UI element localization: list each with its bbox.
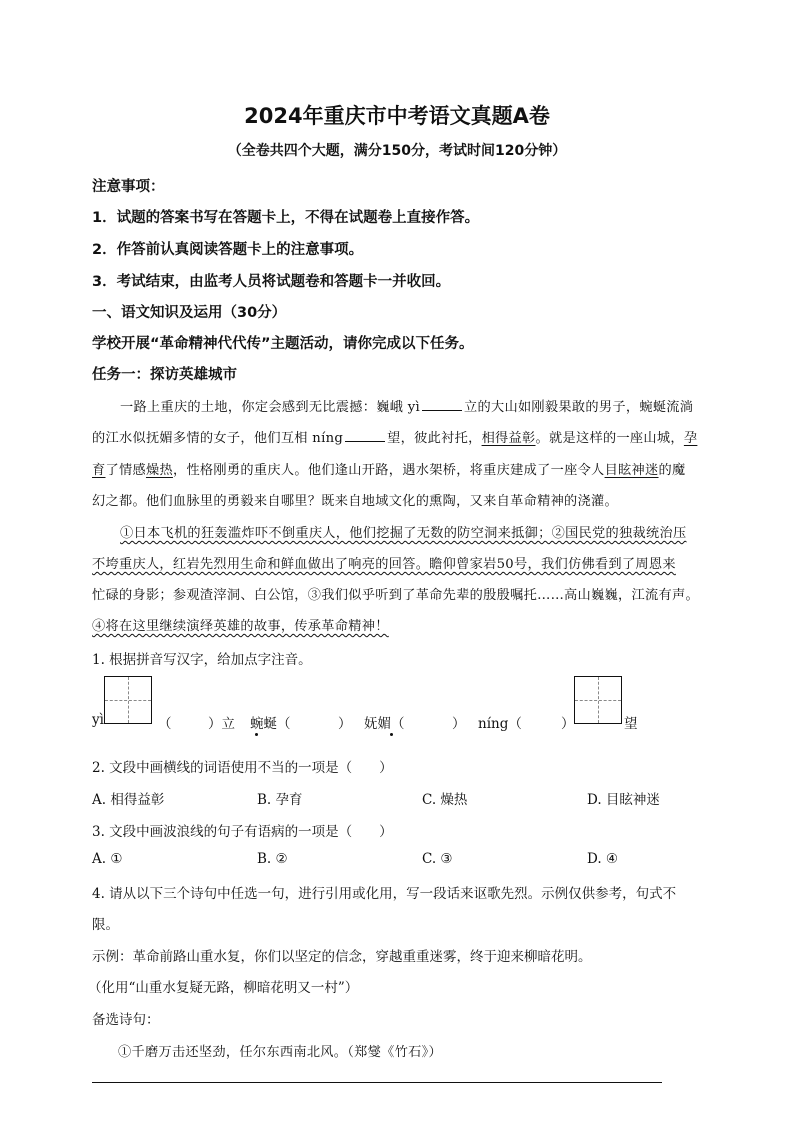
q3-stem: 3. 文段中画波浪线的句子有语病的一项是（ ） xyxy=(92,824,393,840)
task-heading: 任务一：探访英雄城市 xyxy=(92,367,237,383)
passage-line-5: ①日本飞机的狂轰滥炸吓不倒重庆人，他们挖掘了无数的防空洞来抵御；②国民党的独裁统治压 xyxy=(120,526,687,541)
underlined-word-2b: 育 xyxy=(92,463,106,478)
q2-stem: 2. 文段中画横线的词语使用不当的一项是（ ） xyxy=(92,760,393,776)
passage-line-4: 幻之都。他们血脉里的勇毅来自哪里？既来自地域文化的熏陶，又来自革命精神的浇灌。 xyxy=(92,494,619,509)
q1-wang: 望 xyxy=(624,716,638,732)
blank-ning[interactable] xyxy=(345,431,385,442)
underlined-word-4: 目眩神迷 xyxy=(604,463,659,478)
q3-option-c[interactable]: C. ③ xyxy=(422,851,453,867)
note-item-3: 3．考试结束，由监考人员将试题卷和答题卡一并收回。 xyxy=(92,274,451,290)
q1-close-2: ） xyxy=(452,716,466,732)
dotted-char-wan: 蜿 xyxy=(250,716,264,732)
q4-stem-2: 限。 xyxy=(92,917,119,933)
underlined-word-2a: 孕 xyxy=(683,431,698,446)
blank-yi[interactable] xyxy=(422,400,462,411)
q4-example: 示例：革命前路山重水复，你们以坚定的信念，穿越重重迷雾，终于迎来柳暗花明。 xyxy=(92,949,592,965)
note-item-2: 2．作答前认真阅读答题卡上的注意事项。 xyxy=(92,242,364,258)
underlined-word-1: 相得益彰 xyxy=(481,431,536,446)
section-heading: 一、语文知识及运用（30分） xyxy=(92,305,287,321)
page-title: 2024年重庆市中考语文真题A卷 xyxy=(244,104,550,128)
section-intro: 学校开展“革命精神代代传”主题活动，请你完成以下任务。 xyxy=(92,336,474,352)
footer-rule xyxy=(92,1082,662,1083)
q1-stem: 1. 根据拼音写汉字，给加点字注音。 xyxy=(92,652,312,668)
passage-line-6: 不垮重庆人，红岩先烈用生命和鲜血做出了响亮的回答。瞻仰曾家岩50号，我们仿佛看到了周恩来 xyxy=(92,557,676,572)
note-item-1: 1．试题的答案书写在答题卡上，不得在试题卷上直接作答。 xyxy=(92,210,480,226)
q3-option-b[interactable]: B. ② xyxy=(257,851,288,867)
passage-line-2: 的江水似抚媚多情的女子，他们互相 níng 望，彼此衬托，相得益彰。就是这样的一座山城，孕 xyxy=(92,431,698,446)
q2-option-c[interactable]: C. 燥热 xyxy=(422,792,468,808)
q3-option-d[interactable]: D. ④ xyxy=(587,851,619,867)
dotted-char-mei: 媚（ xyxy=(377,716,405,732)
q1-yi-label: yì xyxy=(92,712,104,728)
q1-wumei: 妩媚（ xyxy=(364,716,405,732)
q4-stem-1: 4. 请从以下三个诗句中任选一句，进行引用或化用，写一段话来讴歌先烈。示例仅供参考，句式不 xyxy=(92,886,677,902)
passage-line-1: 一路上重庆的土地，你定会感到无比震撼：巍峨 yì 立的大山如刚毅果敢的男子，蜿蜒流淌 xyxy=(120,400,694,415)
q2-option-a[interactable]: A. 相得益彰 xyxy=(92,792,165,808)
passage-line-7: 忙碌的身影；参观渣滓洞、白公馆，③我们似乎听到了革命先辈的殷殷嘱托……高山巍巍，江流有声。 xyxy=(92,588,699,603)
q1-close-3: ） xyxy=(561,716,575,732)
q1-wanyan: 蜿蜒（ xyxy=(250,716,291,732)
q1-close-1: ） xyxy=(338,716,352,732)
q1-yi-paren: （ xyxy=(158,716,172,732)
q1-li: ）立 xyxy=(208,716,235,732)
passage-line-8: ④将在这里继续演绎英雄的故事，传承革命精神！ xyxy=(92,619,389,634)
q4-candidate-1: ①千磨万击还坚劲，任尔东西南北风。（郑燮《竹石》） xyxy=(118,1045,442,1060)
q1-ning-label: níng（ xyxy=(478,716,522,732)
tianzi-grid-ning[interactable] xyxy=(574,676,622,724)
q4-candidates-label: 备选诗句： xyxy=(92,1012,160,1028)
q4-example-note: （化用“山重水复疑无路，柳暗花明又一村”） xyxy=(88,980,359,996)
q2-option-b[interactable]: B. 孕育 xyxy=(257,792,303,808)
tianzi-grid-yi[interactable] xyxy=(104,676,152,724)
notes-heading: 注意事项： xyxy=(92,179,165,195)
passage-line-3: 育了情感燥热，性格刚勇的重庆人。他们逢山开路，遇水架桥，将重庆建成了一座令人目眩神迷的魔 xyxy=(92,463,686,478)
underlined-word-3: 燥热 xyxy=(145,463,173,478)
page-subtitle: （全卷共四个大题，满分150分，考试时间120分钟） xyxy=(227,143,567,159)
q3-option-a[interactable]: A. ① xyxy=(92,851,123,867)
q2-option-d[interactable]: D. 目眩神迷 xyxy=(587,792,660,808)
